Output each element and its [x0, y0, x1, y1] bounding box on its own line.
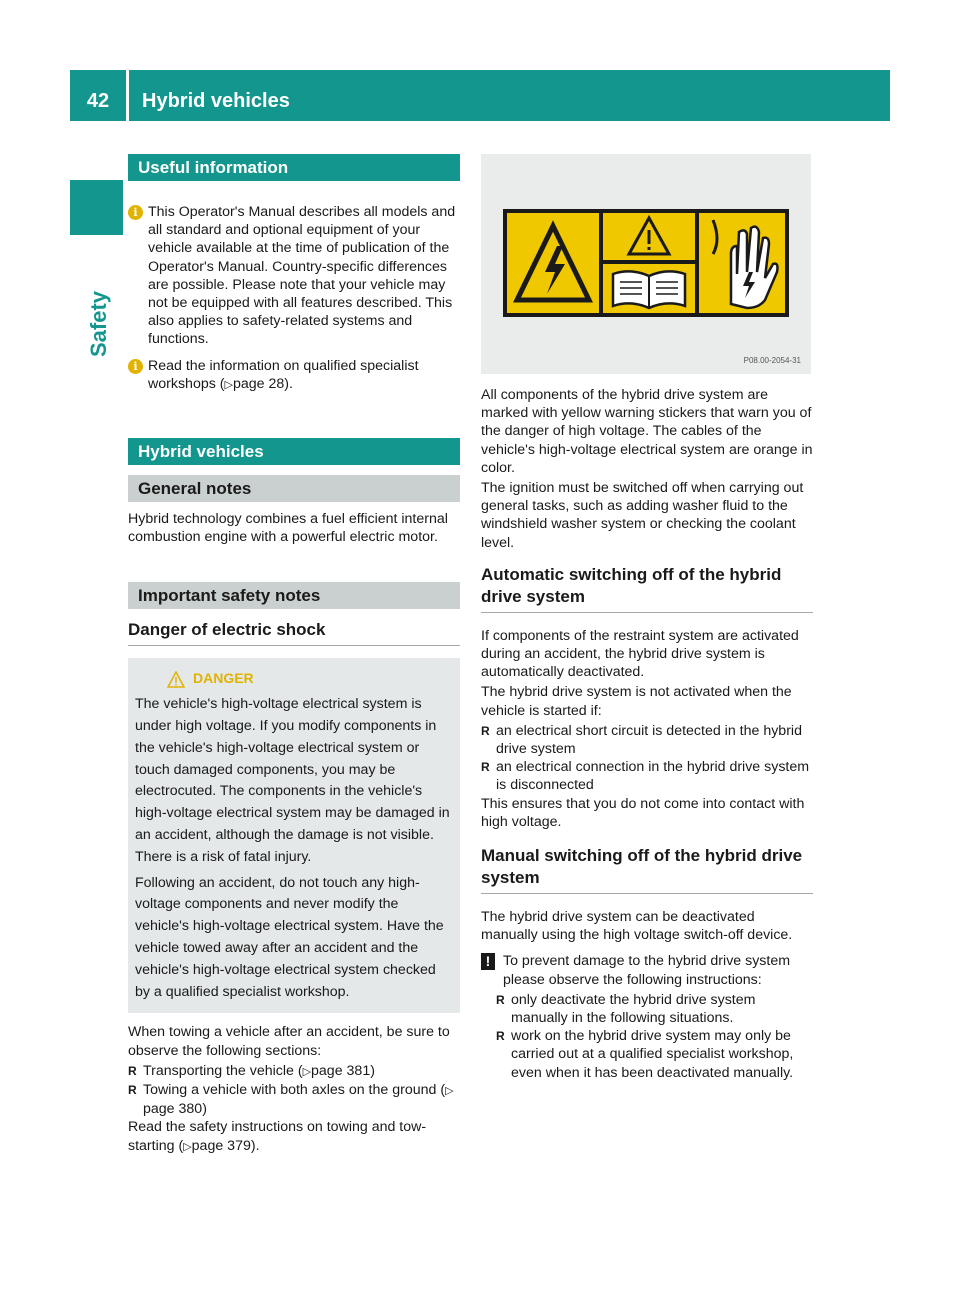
warning-triangle-icon [167, 671, 185, 688]
page-reference-link[interactable]: page 379 [191, 1137, 251, 1154]
cross-reference-arrow-icon: ▷ [183, 1140, 192, 1153]
caution-text: To prevent damage to the hybrid drive system please observe the following instructions: [503, 953, 791, 988]
section-label: Safety [86, 290, 111, 357]
important-safety-title: Important safety notes [128, 582, 460, 609]
info-text: This Operator's Manual describes all models and all standard and optional equipment of your vehicle available at the time of publication of the Operator's Manual. Country-specific differences are possible. Please note that your vehicle may not be equipped with all features described. This also applies to safety-related systems and functions. [148, 204, 456, 348]
list-item: R Towing a vehicle with both axles on the ground (▷page 380) [128, 1081, 460, 1118]
electric-shock-heading: Danger of electric shock [128, 619, 460, 646]
cross-reference-arrow-icon: ▷ [224, 378, 233, 391]
auto-conditions-list [481, 722, 813, 795]
body-text: The hybrid drive system can be deactivated manually using the high voltage switch-off device. [481, 909, 793, 944]
info-icon: i [128, 205, 143, 220]
list-item: R an electrical short circuit is detected in the hybrid drive system [481, 722, 813, 758]
exclamation-icon: ! [481, 953, 495, 970]
cross-reference-arrow-icon: ▷ [445, 1085, 454, 1097]
list-item: R only deactivate the hybrid drive system manually in the following situations. [496, 991, 813, 1027]
body-text: If components of the restraint system are activated during an accident, the hybrid drive system is automatically deactivated. [481, 627, 799, 681]
info-text: Read the information on qualified specialist workshops (▷page 28). [148, 357, 460, 394]
body-text: The ignition must be switched off when carrying out general tasks, such as adding washer fluid to the windshield washer system or checking the coolant level. [481, 480, 804, 551]
page-title: Hybrid vehicles [142, 90, 290, 112]
tow-start-note: Read the safety instructions on towing and tow-starting (▷page 379). [128, 1118, 460, 1155]
left-column [128, 154, 460, 1156]
right-column [481, 154, 813, 1082]
header-divider [126, 70, 129, 121]
body-text: The hybrid drive system is not activated when the vehicle is started if: [481, 684, 792, 719]
warning-sticker-image [481, 154, 811, 374]
cross-reference-arrow-icon: ▷ [302, 1065, 312, 1078]
page-number: 42 [86, 90, 110, 112]
hybrid-section-title: Hybrid vehicles [128, 438, 460, 465]
auto-switch-off-heading: Automatic switching off of the hybrid drive system [481, 564, 813, 613]
list-item: R work on the hybrid drive system may only be carried out at a qualified specialist workshop, even when it has been deactivated manually. [496, 1027, 813, 1082]
info-note-workshops [128, 357, 460, 394]
towing-intro: When towing a vehicle after an accident, be sure to observe the following sections: [128, 1024, 450, 1059]
caution-list [496, 991, 813, 1082]
section-tab [70, 180, 123, 235]
manual-switch-off-heading: Manual switching off of the hybrid drive system [481, 845, 813, 894]
list-item: R an electrical connection in the hybrid drive system is disconnected [481, 758, 813, 794]
general-notes-text: Hybrid technology combines a fuel efficient internal combustion engine with a powerful electric motor. [128, 511, 448, 546]
danger-text: Following an accident, do not touch any high-voltage components and never modify the vehicle's high-voltage electrical system. Have the vehicle towed away after an accident and the vehicle's high-voltage electrical system checked by a qualified specialist workshop. [135, 874, 444, 1000]
danger-text: The vehicle's high-voltage electrical system is under high voltage. If you modify components in the vehicle's high-voltage electrical system or touch damaged components, you may be electrocuted. The components in the vehicle's high-voltage electrical system may be damaged in an accident, although the damage is not visible. There is a risk of fatal injury. [135, 696, 450, 865]
figure-id: P08.00-2054-31 [743, 355, 801, 365]
list-item: R Transporting the vehicle (▷page 381) [128, 1062, 460, 1081]
info-note-models [128, 203, 460, 349]
caution-note [481, 952, 813, 988]
general-notes-title: General notes [128, 475, 460, 502]
page-reference-link[interactable]: page 381 [311, 1062, 371, 1079]
info-icon: i [128, 359, 143, 374]
useful-info-title: Useful information [128, 154, 460, 181]
towing-list [128, 1062, 460, 1119]
danger-box [128, 658, 460, 1013]
body-text: All components of the hybrid drive system are marked with yellow warning stickers that warn you of the danger of high voltage. The cables of the vehicle's high-voltage electrical system are orange in color. [481, 387, 813, 476]
page-reference-link[interactable]: page 28 [232, 375, 285, 392]
page-reference-link[interactable]: page 380 [143, 1101, 203, 1118]
warning-sticker-figure [481, 154, 811, 374]
danger-title: DANGER [135, 668, 452, 690]
body-text: This ensures that you do not come into contact with high voltage. [481, 795, 805, 830]
